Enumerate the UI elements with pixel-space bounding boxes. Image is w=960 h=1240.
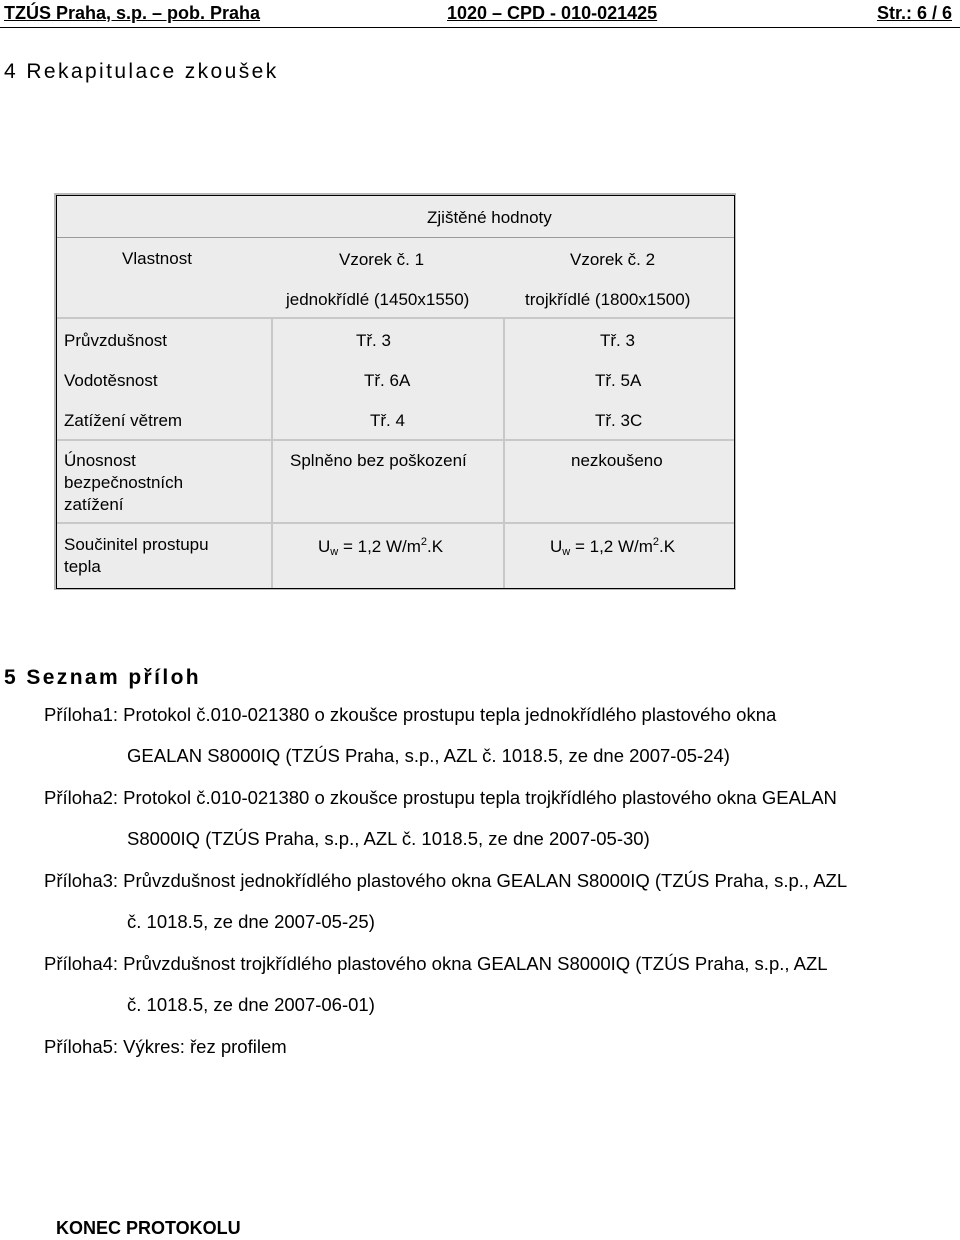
attachment-2-line-2: S8000IQ (TZÚS Praha, s.p., AZL č. 1018.5, ze dne 2007-05-30) [127, 828, 650, 849]
header-rule [0, 27, 960, 28]
u-symbol: U [550, 537, 563, 556]
row-value-sample-1: Tř. 3 [356, 331, 391, 350]
end-of-protocol: KONEC PROTOKOLU [56, 1218, 241, 1238]
u-symbol: U [318, 537, 331, 556]
row-property: Zatížení větrem [64, 411, 183, 430]
sample-2-description: trojkřídlé (1800x1500) [525, 290, 691, 309]
header-page-number: Str.: 6 / 6 [876, 3, 952, 23]
row-value-sample-2: Tř. 3C [595, 411, 643, 430]
page-header [0, 0, 960, 32]
row-value-sample-1 [318, 536, 443, 558]
row-property-line: Únosnost [64, 451, 136, 470]
column-header-property: Vlastnost [122, 249, 192, 268]
row-value-sample-2: nezkoušeno [571, 451, 663, 470]
row-property-line: bezpečnostních [64, 473, 184, 492]
row-property: Vodotěsnost [64, 371, 158, 390]
unit-suffix: .K [659, 537, 676, 556]
row-property [64, 450, 264, 516]
row-property-line: Součinitel prostupu [64, 535, 209, 554]
sample-1-description: jednokřídlé (1450x1550) [286, 290, 470, 309]
section-5-title: 5 Seznam příloh [4, 666, 202, 689]
summary-table [54, 193, 736, 590]
header-group-label: Zjištěné hodnoty [427, 208, 552, 227]
row-value-sample-1: Splněno bez poškození [290, 451, 467, 470]
attachment-3-line-2: č. 1018.5, ze dne 2007-05-25) [127, 911, 375, 932]
attachment-5: Příloha5: Výkres: řez profilem [44, 1036, 287, 1057]
row-property-line: tepla [64, 557, 101, 576]
row-value-sample-1: Tř. 6A [364, 371, 411, 390]
column-header-sample-1: Vzorek č. 1 [339, 250, 425, 269]
row-property [64, 534, 269, 578]
table-rule [57, 237, 734, 238]
table-rule [503, 317, 505, 588]
row-value-sample-2: Tř. 5A [595, 371, 642, 390]
attachment-4-line-1: Příloha4: Průvzdušnost trojkřídlého plastového okna GEALAN S8000IQ (TZÚS Praha, s.p., AZL [44, 953, 828, 974]
table-rule [57, 317, 734, 319]
attachment-1-line-1: Příloha1: Protokol č.010-021380 o zkoušce prostupu tepla jednokřídlého plastového okna [44, 704, 777, 725]
attachment-3-line-1: Příloha3: Průvzdušnost jednokřídlého plastového okna GEALAN S8000IQ (TZÚS Praha, s.p., AZL [44, 870, 848, 891]
row-value-sample-2 [550, 536, 675, 558]
column-header-sample-2: Vzorek č. 2 [570, 250, 656, 269]
row-value-sample-1: Tř. 4 [370, 411, 405, 430]
table-rule [57, 522, 734, 524]
unit-exponent: 2 [652, 536, 660, 548]
u-value: = 1,2 W/m [338, 537, 421, 556]
table-rule [57, 439, 734, 441]
u-subscript: w [330, 546, 339, 558]
unit-exponent: 2 [420, 536, 428, 548]
row-property: Průvzdušnost [64, 331, 167, 350]
u-value: = 1,2 W/m [570, 537, 653, 556]
row-property-line: zatížení [64, 495, 124, 514]
header-organization: TZÚS Praha, s.p. – pob. Praha [4, 3, 261, 23]
row-value-sample-2: Tř. 3 [600, 331, 635, 350]
header-protocol-number: 1020 – CPD - 010-021425 [447, 3, 658, 23]
attachment-2-line-1: Příloha2: Protokol č.010-021380 o zkoušce prostupu tepla trojkřídlého plastového okna GEALAN [44, 787, 837, 808]
attachment-4-line-2: č. 1018.5, ze dne 2007-06-01) [127, 994, 375, 1015]
summary-table-body [56, 195, 735, 589]
section-4-title: 4 Rekapitulace zkoušek [4, 60, 279, 83]
unit-suffix: .K [427, 537, 444, 556]
attachment-1-line-2: GEALAN S8000IQ (TZÚS Praha, s.p., AZL č. 1018.5, ze dne 2007-05-24) [127, 745, 730, 766]
u-subscript: w [562, 546, 571, 558]
table-rule [271, 317, 273, 588]
